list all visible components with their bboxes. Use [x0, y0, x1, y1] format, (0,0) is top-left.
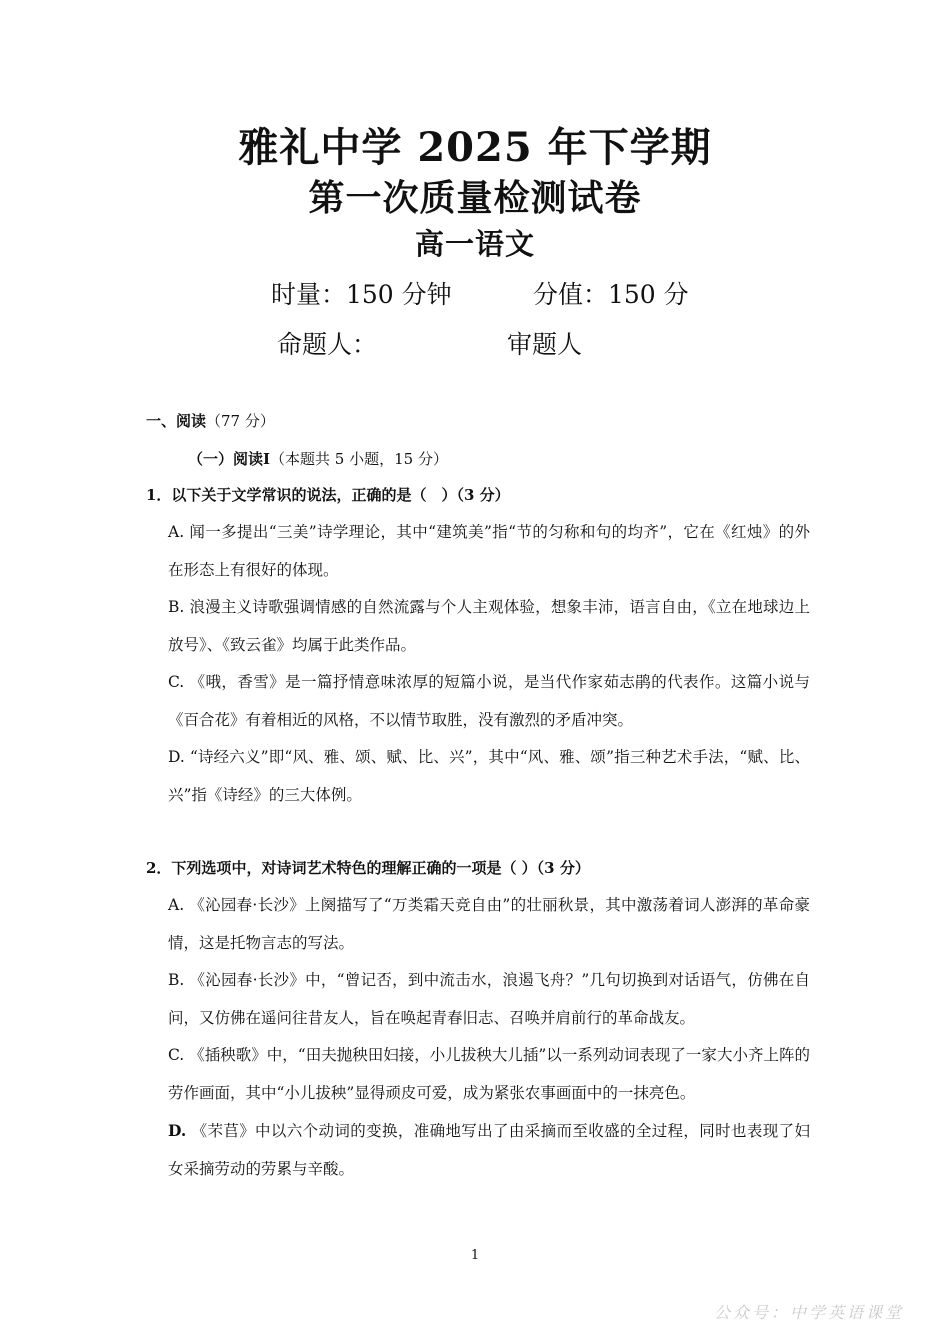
- question-2-option-c: [168, 1037, 810, 1112]
- option-text: 《沁园春·长沙》上阕描写了“万类霜天竞自由”的壮丽秋景，其中激荡着词人澎湃的革命豪情，这是托物言志的写法。: [168, 896, 810, 952]
- option-key: D.: [168, 1121, 187, 1140]
- option-text: 《沁园春·长沙》中，“曾记否，到中流击水，浪遏飞舟？”几句切换到对话语气，仿佛在自问，又仿佛在遥问往昔友人，旨在唤起青春旧志、召唤并肩前行的革命战友。: [168, 971, 810, 1027]
- subject-title: 高一语文: [414, 227, 535, 261]
- option-key: B.: [168, 598, 185, 616]
- exam-title: 雅礼中学 2025 年下学期: [238, 124, 712, 171]
- question-1-option-d: [168, 739, 810, 814]
- reviewer-label: 审题人: [507, 330, 583, 359]
- option-key: A.: [168, 896, 185, 914]
- subsection-info: （本题共 5 小题，15 分）: [270, 450, 448, 468]
- question-1-option-c: [168, 664, 810, 739]
- option-key: A.: [168, 523, 185, 541]
- section-label: 一、阅读: [146, 412, 207, 430]
- author-label: 命题人：: [277, 330, 378, 359]
- option-key: C.: [168, 673, 185, 691]
- option-text: 《芣苢》中以六个动词的变换，准确地写出了由采摘而至收盛的全过程，同时也表现了妇女采摘劳动的劳累与辛酸。: [168, 1122, 810, 1178]
- total-score: 分值：150 分: [533, 280, 689, 309]
- question-1-stem: 1．以下关于文学常识的说法，正确的是（ ）（3 分）: [146, 486, 510, 504]
- question-2-stem: 2．下列选项中，对诗词艺术特色的理解正确的一项是（ ）（3 分）: [146, 859, 590, 877]
- option-key: B.: [168, 971, 185, 989]
- watermark: 公众号：中学英语课堂: [713, 1303, 904, 1322]
- option-text: 《插秧歌》中，“田夫抛秧田妇接，小儿拔秧大儿插”以一系列动词表现了一家大小齐上阵的劳作画面，其中“小儿拔秧”显得顽皮可爱，成为紧张农事画面中的一抹亮色。: [168, 1046, 810, 1102]
- question-1-option-b: [168, 589, 810, 664]
- subsection-heading: [188, 448, 448, 469]
- question-2-option-a: [168, 887, 810, 962]
- option-text: 闻一多提出“三美”诗学理论，其中“建筑美”指“节的匀称和句的均齐”，它在《红烛》的外在形态上有很好的体现。: [168, 523, 810, 579]
- page-number: 1: [470, 1248, 480, 1263]
- question-2-option-b: [168, 962, 810, 1037]
- exam-subtitle: 第一次质量检测试卷: [308, 177, 642, 219]
- section-points: （77 分）: [206, 412, 275, 430]
- time-limit: 时量：150 分钟: [271, 280, 452, 309]
- subsection-label: （一）阅读Ⅰ: [188, 450, 271, 468]
- option-text: 《哦，香雪》是一篇抒情意味浓厚的短篇小说，是当代作家茹志鹃的代表作。这篇小说与《百合花》有着相近的风格，不以情节取胜，没有激烈的矛盾冲突。: [168, 673, 810, 729]
- option-text: “诗经六义”即“风、雅、颂、赋、比、兴”，其中“风、雅、颂”指三种艺术手法，“赋、比、兴”指《诗经》的三大体例。: [168, 748, 810, 804]
- question-1-option-a: [168, 514, 810, 589]
- option-key: C.: [168, 1046, 185, 1064]
- question-2-option-d: [168, 1112, 810, 1188]
- option-key: D.: [168, 748, 185, 766]
- option-text: 浪漫主义诗歌强调情感的自然流露与个人主观体验，想象丰沛，语言自由，《立在地球边上放号》、《致云雀》均属于此类作品。: [168, 598, 810, 654]
- section-heading: [146, 410, 275, 431]
